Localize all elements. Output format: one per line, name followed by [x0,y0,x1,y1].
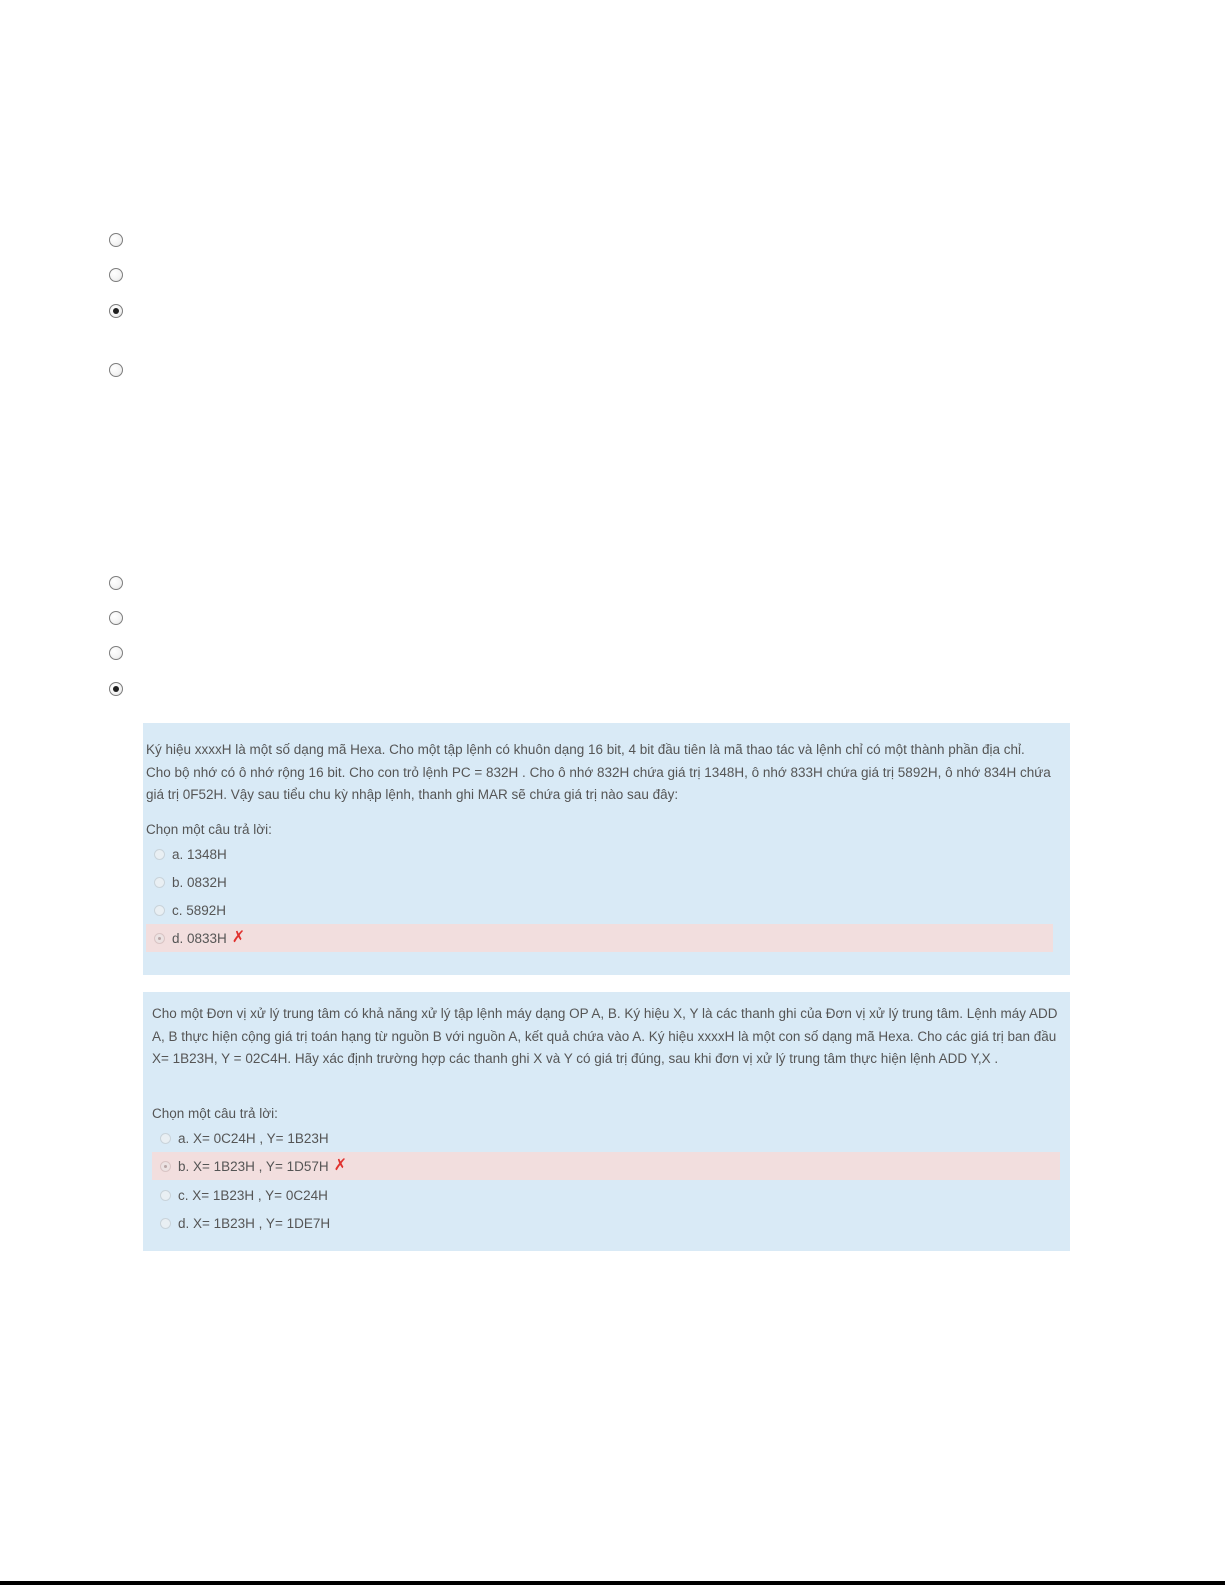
answer-radio[interactable] [154,905,165,916]
radio-1-b[interactable] [109,268,123,282]
answer-label: b. 0832H [172,874,227,890]
cross-icon: ✗ [333,1157,348,1174]
answer-option-c[interactable] [152,1181,1060,1209]
answer-label: b. X= 1B23H , Y= 1D57H [178,1158,329,1174]
answer-option-b[interactable] [152,1152,1060,1180]
answer-prompt: Chọn một câu trả lời: [146,822,272,837]
radio-2-b[interactable] [109,611,123,625]
answer-option-b[interactable] [146,868,1051,896]
answer-radio[interactable] [154,933,165,944]
answer-option-d[interactable] [146,924,1053,952]
cross-icon: ✗ [231,929,246,946]
answer-radio[interactable] [160,1190,171,1201]
answer-option-a[interactable] [146,840,1051,868]
page-bottom-rule [0,1581,1225,1585]
answer-radio[interactable] [154,877,165,888]
answer-label: a. 1348H [172,846,227,862]
answer-prompt: Chọn một câu trả lời: [152,1106,278,1121]
radio-2-c[interactable] [109,646,123,660]
answer-radio[interactable] [154,849,165,860]
answer-label: d. 0833H [172,930,227,946]
question-text: Cho một Đơn vị xử lý trung tâm có khả năng xử lý tập lệnh máy dạng OP A, B. Ký hiệu X, Y là các thanh ghi của Đơn vị xử lý trung tâm. Lệnh máy ADD A, B thực hiện cộng giá trị toán hạng từ nguồn B với nguồn A, kết quả chứa vào A. Ký hiệu xxxxH là một con số dạng mã Hexa. Cho các giá trị ban đầu X= 1B23H, Y = 02C4H. Hãy xác định trường hợp các thanh ghi X và Y có giá trị đúng, sau khi đơn vị xử lý trung tâm thực hiện lệnh ADD Y,X . [152,1006,1058,1066]
radio-1-c[interactable] [109,304,123,318]
question-card-1 [143,723,1070,975]
radio-2-a[interactable] [109,576,123,590]
answer-radio[interactable] [160,1218,171,1229]
answer-radio[interactable] [160,1161,171,1172]
answer-option-d[interactable] [152,1209,1060,1237]
answer-label: c. X= 1B23H , Y= 0C24H [178,1187,328,1203]
radio-2-d[interactable] [109,682,123,696]
answer-option-a[interactable] [152,1124,1060,1152]
question-card-2 [143,992,1070,1251]
answer-radio[interactable] [160,1133,171,1144]
answer-label: c. 5892H [172,902,227,918]
answer-label: a. X= 0C24H , Y= 1B23H [178,1130,329,1146]
answer-label: d. X= 1B23H , Y= 1DE7H [178,1215,331,1231]
answer-option-c[interactable] [146,896,1051,924]
radio-1-d[interactable] [109,363,123,377]
question-text: Ký hiệu xxxxH là một số dạng mã Hexa. Cho một tập lệnh có khuôn dạng 16 bit, 4 bit đầu tiên là mã thao tác và lệnh chỉ có một thành phần địa chỉ. Cho bộ nhớ có ô nhớ rộng 16 bit. Cho con trỏ lệnh PC = 832H . Cho ô nhớ 832H chứa giá trị 1348H, ô nhớ 833H chứa giá trị 5892H, ô nhớ 834H chứa giá trị 0F52H. Vậy sau tiểu chu kỳ nhập lệnh, thanh ghi MAR sẽ chứa giá trị nào sau đây: [146,742,1051,802]
radio-1-a[interactable] [109,233,123,247]
